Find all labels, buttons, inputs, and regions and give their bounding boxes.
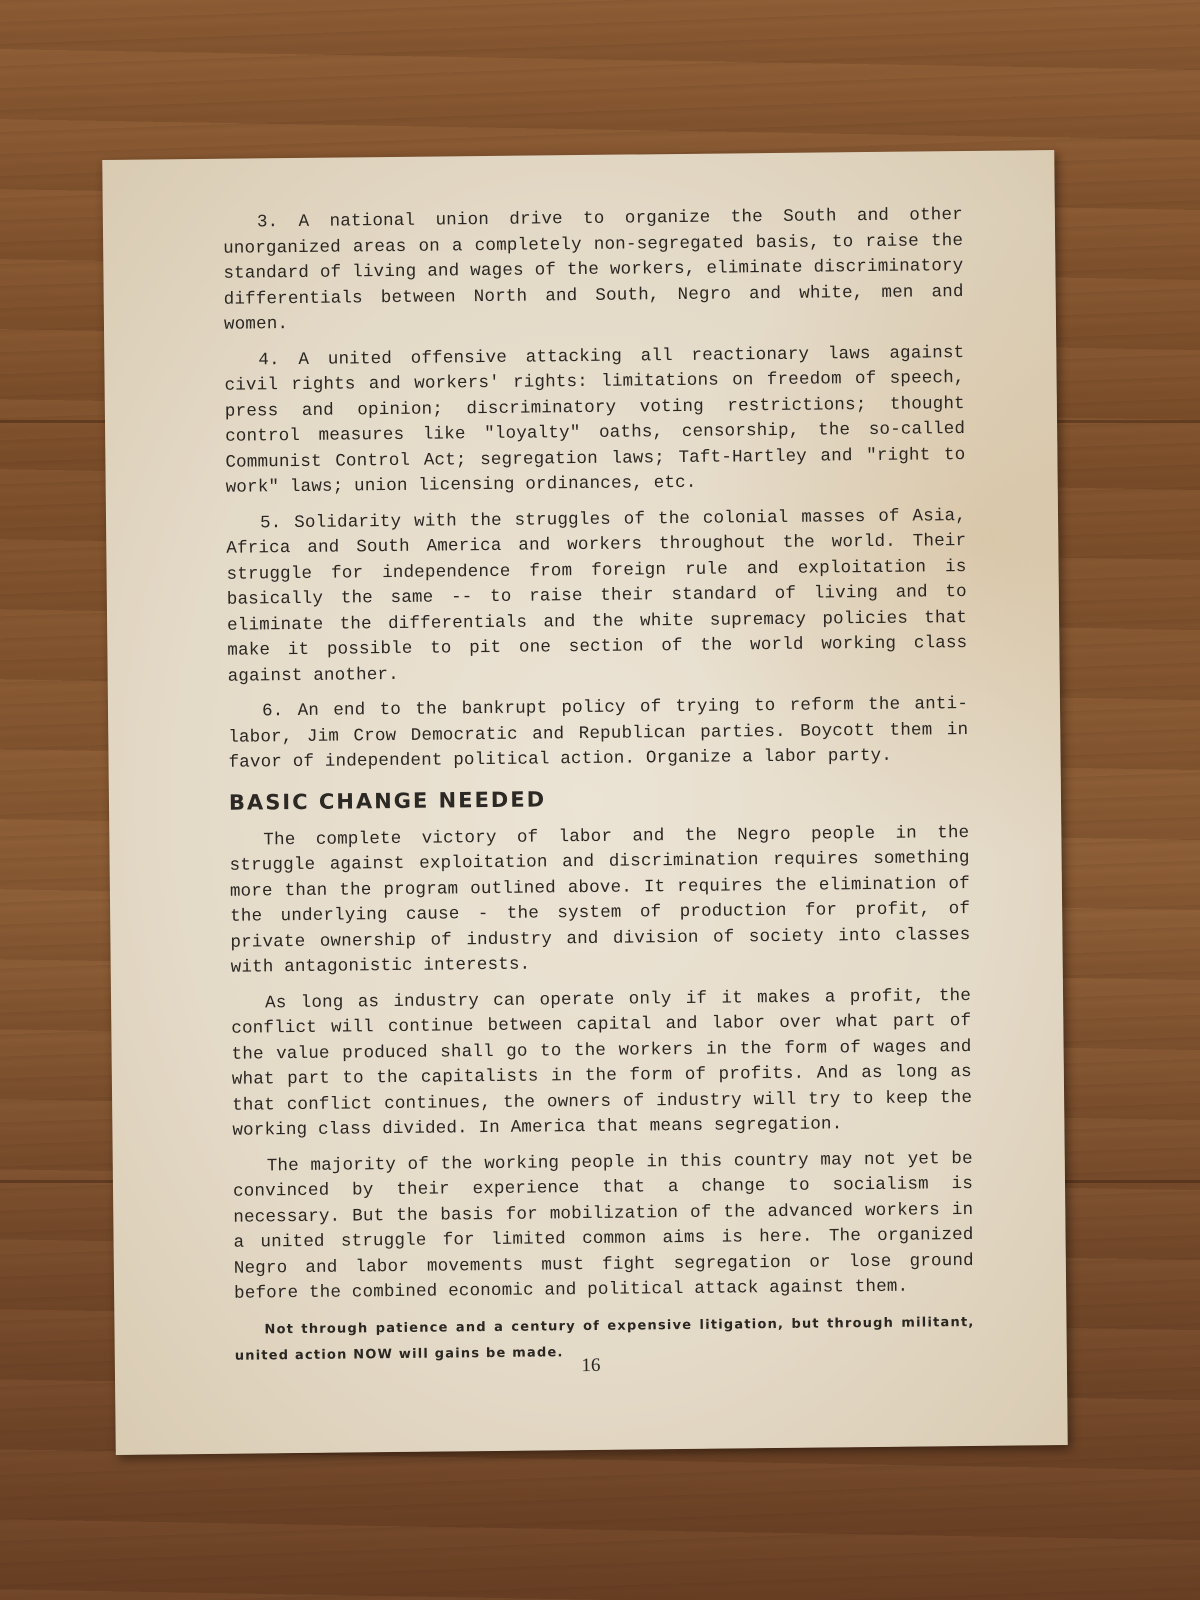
list-item-4: 4. A united offensive attacking all reactionary laws against civil rights and workers' rights: limitations on freedom of speech, press and opinion; discriminatory voting restrictions; thought control measures like "loyalty" oaths, censorship, the so-called Communist Control Act; segregation laws; Taft-Hartley and "right to work" laws; union licensing ordinances, etc. <box>224 342 966 498</box>
body-paragraph: The majority of the working people in this country may not yet be convinced by their experience that a change to socialism is necessary. But the basis for mobilization of the advanced workers in a united struggle for limited common aims is here. The organized Negro and labor movements must fight segregation or lose ground before the combined economic and political attack against them. <box>232 1148 974 1304</box>
list-item-6: 6. An end to the bankrupt policy of trying to reform the anti-labor, Jim Crow Democratic and Republican parties. Boycott them in favor of independent political action. Organize a labor party. <box>228 693 969 773</box>
page-content <box>223 203 975 1369</box>
section-heading: BASIC CHANGE NEEDED <box>228 786 547 815</box>
body-paragraph: As long as industry can operate only if it makes a profit, the conflict will continue between capital and labor over what part of the value produced shall go to the workers in the form of wages and what part to the capitalists in the form of profits. And as long as that conflict continues, the owners of industry will try to keep the working class divided. In America that means segregation. <box>231 985 973 1141</box>
list-item-3: 3. A national union drive to organize the South and other unorganized areas on a completely non-segregated basis, to raise the standard of living and wages of the workers, eliminate discriminatory differentials between North and South, Negro and white, men and women. <box>223 205 964 335</box>
page-number: 16 <box>581 1354 601 1377</box>
body-paragraph: The complete victory of labor and the Negro people in the struggle against exploitation and discrimination requires something more than the program outlined above. It requires the elimination of the underlying cause - the system of production for profit, of private ownership of industry and division of society into classes with antagonistic interests. <box>229 822 971 978</box>
list-item-5: 5. Solidarity with the struggles of the colonial masses of Asia, Africa and South America and workers throughout the world. Their struggle for independence from foreign rule and exploitation is basically the same -- to raise their standard of living and to eliminate the differentials and the white supremacy policies that make it possible to pit one section of the world working class against another. <box>226 505 968 687</box>
closing-statement: Not through patience and a century of expensive litigation, but through militant, united action NOW will gains be made. <box>234 1314 975 1364</box>
document-page <box>102 150 1068 1455</box>
